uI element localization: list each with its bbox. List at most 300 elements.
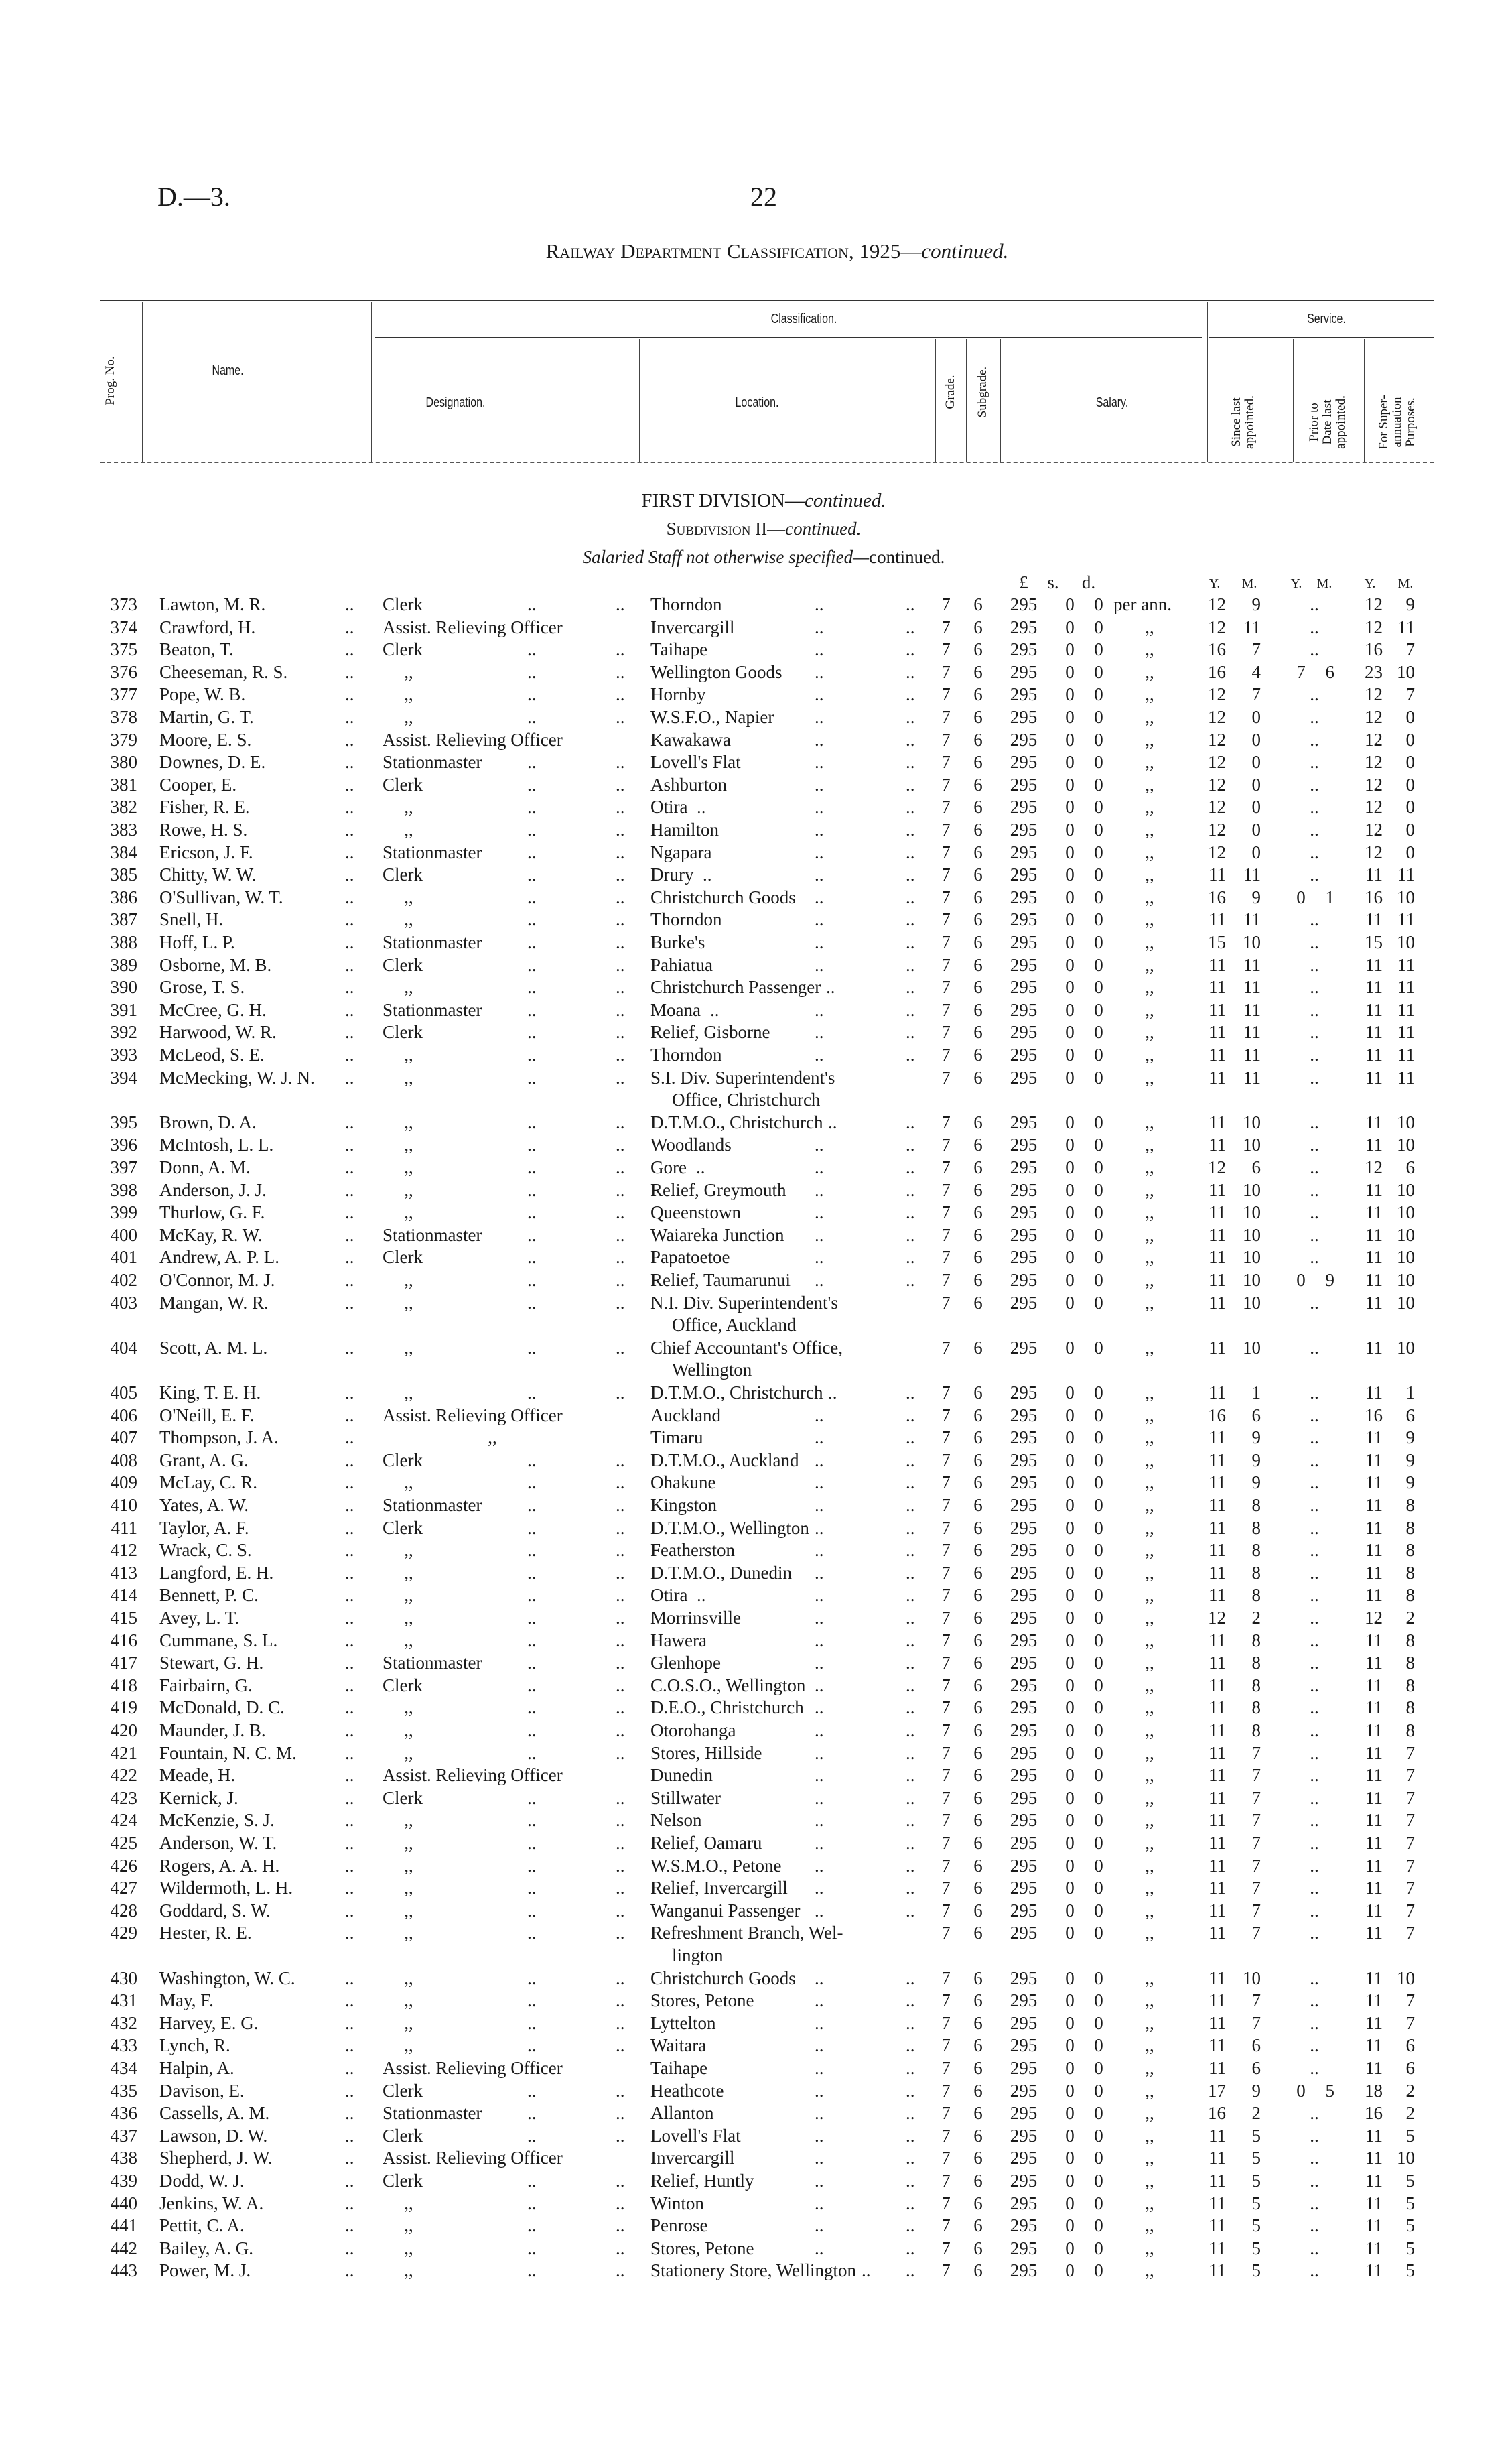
designation-ditto: ,, [404,1878,413,1898]
dot-leader: .. [906,1405,915,1425]
dot-leader: .. [345,2193,354,2213]
since-months: 6 [1251,2058,1261,2078]
designation: Clerk [383,594,423,614]
prior-service-none: .. [1310,1382,1319,1403]
dot-leader: .. [345,864,354,885]
total-months: 10 [1397,1292,1415,1313]
salary-pence: 0 [1094,1405,1103,1425]
total-years: 11 [1365,1517,1383,1538]
dot-leader: .. [616,1157,625,1177]
salary-pence: 0 [1094,661,1103,682]
total-years: 11 [1365,1022,1383,1043]
staff-name: Anderson, J. J. [159,1179,267,1200]
designation: Assist. Relieving Officer [383,729,563,750]
since-years: 11 [1209,1449,1226,1470]
dot-leader: .. [527,1382,537,1403]
dot-leader: .. [345,1292,354,1313]
grade: 7 [941,1292,951,1313]
grade: 7 [941,2193,951,2213]
dot-leader: .. [345,977,354,998]
prog-number: 374 [110,617,137,637]
grade: 7 [941,684,951,705]
total-months: 7 [1405,1990,1415,2011]
subgrade: 6 [973,1427,983,1448]
salary-shillings: 0 [1065,1608,1075,1628]
total-years: 12 [1365,797,1383,818]
dot-leader: .. [345,1540,354,1561]
grade: 7 [941,2012,951,2033]
dot-leader: .. [527,842,537,862]
location: D.T.M.O., Christchurch [650,1382,823,1403]
grade: 7 [941,2035,951,2056]
dot-leader: .. [527,2260,537,2281]
prior-service-none: .. [1310,1247,1319,1268]
salary-shillings: 0 [1065,1833,1075,1853]
dot-leader: .. [616,1202,625,1223]
staff-name: Wildermoth, L. H. [159,1878,293,1898]
dot-leader: .. [527,1653,537,1673]
total-years: 11 [1365,1067,1383,1088]
since-months: 5 [1251,2215,1261,2236]
dot-leader: .. [906,707,915,727]
staff-name: Grose, T. S. [159,977,245,998]
grade: 7 [941,1810,951,1831]
prior-service-none: .. [1310,2215,1319,2236]
dot-leader: .. [616,1292,625,1313]
dot-leader: .. [906,999,915,1020]
prior-service-none: .. [1310,1157,1319,1177]
designation: Assist. Relieving Officer [383,617,563,637]
prior-service-none: .. [1310,2125,1319,2146]
staff-name: Thurlow, G. F. [159,1202,265,1223]
prog-number: 425 [110,1833,137,1853]
staff-name: Lawton, M. R. [159,594,266,614]
salary-pounds: 295 [1010,1765,1038,1786]
since-months: 10 [1243,932,1261,952]
dot-leader: .. [906,1517,915,1538]
since-years: 11 [1209,1900,1226,1921]
designation-ditto: ,, [404,1472,413,1493]
prog-number: 438 [110,2148,137,2168]
designation-ditto: ,, [404,820,413,840]
subgrade: 6 [973,2058,983,2078]
staff-name: Power, M. J. [159,2260,251,2281]
dot-leader: .. [527,1878,537,1898]
dot-leader: .. [815,1630,824,1650]
dot-leader: .. [345,617,354,637]
grade: 7 [941,1157,951,1177]
subgrade: 6 [973,2260,983,2281]
since-years: 11 [1209,1224,1226,1245]
dot-leader: .. [906,2103,915,2124]
dot-leader: .. [815,729,824,750]
dot-leader: .. [616,639,625,660]
subgrade: 6 [973,1675,983,1695]
total-years: 11 [1365,2260,1383,2281]
total-months: 7 [1405,1855,1415,1876]
since-years: 11 [1209,1562,1226,1583]
subgrade: 6 [973,1967,983,1988]
location: Hawera [650,1630,707,1650]
location: Thorndon [650,909,722,930]
dot-leader: .. [815,1765,824,1786]
dot-leader: .. [345,707,354,727]
location: Allanton [650,2103,714,2124]
dot-leader: .. [815,1427,824,1448]
dot-leader: .. [616,1787,625,1808]
dot-leader: .. [345,1517,354,1538]
salary-shillings: 0 [1065,2260,1075,2281]
location: Relief, Invercargill [650,1878,788,1898]
dot-leader: .. [527,2238,537,2258]
total-months: 9 [1405,1449,1415,1470]
prior-service-none: .. [1310,1878,1319,1898]
prog-number: 436 [110,2103,137,2124]
since-months: 9 [1251,594,1261,614]
subgrade: 6 [973,1990,983,2011]
header-superannuation [1377,395,1418,449]
dot-leader: .. [906,842,915,862]
since-years: 11 [1209,1787,1226,1808]
salary-shillings: 0 [1065,1653,1075,1673]
since-years: 11 [1209,1517,1226,1538]
designation: Clerk [383,1787,423,1808]
salary-shillings: 0 [1065,707,1075,727]
location: Heathcote [650,2080,724,2101]
grade: 7 [941,2238,951,2258]
dot-leader: .. [616,1608,625,1628]
dot-leader: .. [815,1472,824,1493]
salary-period-ditto: ,, [1145,774,1154,795]
total-months: 9 [1405,594,1415,614]
total-years: 11 [1365,1292,1383,1313]
salary-period-ditto: ,, [1145,2012,1154,2033]
salary-pounds: 295 [1010,797,1038,818]
total-months: 0 [1405,729,1415,750]
column-divider [142,302,143,462]
prior-service-none: .. [1310,2193,1319,2213]
subgrade: 6 [973,1765,983,1786]
salary-pounds: 295 [1010,1337,1038,1358]
designation-ditto: ,, [404,2215,413,2236]
prior-service-none: .. [1310,2058,1319,2078]
prior-service-none: .. [1310,999,1319,1020]
total-months: 2 [1405,2103,1415,2124]
salary-pounds: 295 [1010,1270,1038,1290]
staff-name: McKay, R. W. [159,1224,263,1245]
prior-service-none: .. [1310,1562,1319,1583]
location: Relief, Greymouth [650,1179,786,1200]
total-years: 11 [1365,1990,1383,2011]
prior-service-none: .. [1310,1405,1319,1425]
staff-name: Fountain, N. C. M. [159,1742,297,1763]
since-years: 12 [1208,797,1226,818]
dot-leader: .. [527,707,537,727]
salary-pence: 0 [1094,2238,1103,2258]
salary-period-ditto: ,, [1145,2058,1154,2078]
dot-leader: .. [527,1472,537,1493]
salary-pence: 0 [1094,820,1103,840]
dot-leader: .. [527,887,537,907]
salary-shillings: 0 [1065,842,1075,862]
dot-leader: .. [616,977,625,998]
designation-ditto: ,, [488,1427,497,1448]
salary-period-ditto: ,, [1145,1472,1154,1493]
since-months: 8 [1251,1653,1261,1673]
subgrade: 6 [973,774,983,795]
salary-shillings: 0 [1065,2125,1075,2146]
total-months: 1 [1405,1382,1415,1403]
prior-service-none: .. [1310,1022,1319,1043]
since-years: 11 [1209,1585,1226,1606]
salary-pounds: 295 [1010,2058,1038,2078]
dot-leader: .. [815,2148,824,2168]
location: Ngapara [650,842,712,862]
grade: 7 [941,594,951,614]
since-years: 11 [1209,1742,1226,1763]
grade: 7 [941,2260,951,2281]
designation-ditto: ,, [404,1202,413,1223]
since-years: 12 [1208,820,1226,840]
prior-service-none: .. [1310,1202,1319,1223]
since-months: 5 [1251,2171,1261,2191]
prog-number: 407 [110,1427,137,1448]
staff-name: Washington, W. C. [159,1967,295,1988]
salary-pence: 0 [1094,1967,1103,1988]
subgrade: 6 [973,1112,983,1132]
designation: Stationmaster [383,1653,482,1673]
location: Thorndon [650,1045,722,1065]
grade: 7 [941,2058,951,2078]
salary-pounds: 295 [1010,1449,1038,1470]
dot-leader: .. [527,2080,537,2101]
prior-service-none: .. [1310,1990,1319,2011]
total-years: 12 [1365,617,1383,637]
prog-number: 415 [110,1608,137,1628]
since-years: 11 [1209,1270,1226,1290]
dot-leader: .. [616,954,625,975]
location: Taihape [650,2058,708,2078]
salary-pence: 0 [1094,1179,1103,1200]
grade: 7 [941,1449,951,1470]
subgrade: 6 [973,909,983,930]
designation-ditto: ,, [404,1157,413,1177]
salary-pounds: 295 [1010,977,1038,998]
designation-ditto: ,, [404,2193,413,2213]
location: D.E.O., Christchurch [650,1697,804,1718]
location: Stores, Hillside [650,1742,762,1763]
designation-ditto: ,, [404,1045,413,1065]
dot-leader: .. [527,1675,537,1695]
subgrade: 6 [973,752,983,773]
grade: 7 [941,729,951,750]
prog-number: 391 [110,999,137,1020]
staff-name: Anderson, W. T. [159,1833,277,1853]
prior-service-none: .. [1310,909,1319,930]
since-years: 11 [1209,1833,1226,1853]
staff-name: Cummane, S. L. [159,1630,278,1650]
salary-period-ditto: ,, [1145,999,1154,1020]
total-months: 7 [1405,1900,1415,1921]
prog-number: 402 [110,1270,137,1290]
total-years: 11 [1365,1382,1383,1403]
dot-leader: .. [345,1022,354,1043]
staff-name: Mangan, W. R. [159,1292,269,1313]
grade: 7 [941,1878,951,1898]
dot-leader: .. [616,2171,625,2191]
dot-leader: .. [345,1765,354,1786]
salary-pounds: 295 [1010,1517,1038,1538]
dot-leader: .. [616,2193,625,2213]
location: D.T.M.O., Wellington [650,1517,809,1538]
staff-name: Meade, H. [159,1765,236,1786]
header-prior-line: Prior to [1307,403,1321,442]
salary-shillings: 0 [1065,661,1075,682]
salary-pounds: 295 [1010,729,1038,750]
salary-shillings: 0 [1065,1045,1075,1065]
total-years: 11 [1365,2193,1383,2213]
designation: Stationmaster [383,752,482,773]
since-months: 11 [1243,1022,1261,1043]
prog-number: 421 [110,1742,137,1763]
prog-number: 442 [110,2238,137,2258]
salary-pence: 0 [1094,2012,1103,2033]
grade: 7 [941,2125,951,2146]
location-continued: Wellington [672,1360,752,1380]
salary-pounds: 295 [1010,1562,1038,1583]
dot-leader: .. [906,1562,915,1583]
dot-leader: .. [815,1855,824,1876]
designation: Clerk [383,1675,423,1695]
designation-ditto: ,, [404,1720,413,1740]
dot-leader: .. [906,1427,915,1448]
salary-period-ditto: ,, [1145,1270,1154,1290]
total-months: 7 [1405,1742,1415,1763]
salary-pence: 0 [1094,1878,1103,1898]
prior-service-none: .. [1310,707,1319,727]
total-years: 11 [1365,2215,1383,2236]
dot-leader: .. [906,1810,915,1831]
salary-pence: 0 [1094,1765,1103,1786]
prior-service-none: .. [1310,617,1319,637]
dot-leader: .. [527,1517,537,1538]
salary-shillings: 0 [1065,1878,1075,1898]
since-years: 11 [1209,1810,1226,1831]
salary-shillings: 0 [1065,820,1075,840]
total-years: 11 [1365,2058,1383,2078]
location: Invercargill [650,2148,735,2168]
dot-leader: .. [527,1900,537,1921]
prog-number: 430 [110,1967,137,1988]
salary-period-ditto: ,, [1145,1653,1154,1673]
salary-shillings: 0 [1065,1472,1075,1493]
salary-shillings: 0 [1065,1022,1075,1043]
dot-leader: .. [906,1608,915,1628]
salary-shillings: 0 [1065,954,1075,975]
subgrade: 6 [973,639,983,660]
salary-shillings: 0 [1065,1135,1075,1155]
dot-leader: .. [527,864,537,885]
prior-service-none: .. [1310,639,1319,660]
designation: Stationmaster [383,999,482,1020]
prior-service-none: .. [1310,1900,1319,1921]
salary-period-ditto: ,, [1145,2171,1154,2191]
since-years: 11 [1209,2058,1226,2078]
dot-leader: .. [616,684,625,705]
dot-leader: .. [345,1990,354,2011]
dot-leader: .. [345,2215,354,2236]
dot-leader: .. [345,1135,354,1155]
prog-number: 400 [110,1224,137,1245]
subgrade: 6 [973,684,983,705]
subgrade: 6 [973,1697,983,1718]
since-years: 11 [1209,2125,1226,2146]
location: Dunedin [650,1765,713,1786]
dot-leader: .. [815,2171,824,2191]
dot-leader: .. [906,1202,915,1223]
total-months: 11 [1397,999,1415,1020]
salary-period-ditto: ,, [1145,661,1154,682]
salary-pence: 0 [1094,1787,1103,1808]
dot-leader: .. [906,1270,915,1290]
total-months: 0 [1405,820,1415,840]
dot-leader: .. [616,1179,625,1200]
total-months: 5 [1405,2125,1415,2146]
staff-name: McLay, C. R. [159,1472,257,1493]
staff-name: Stewart, G. H. [159,1653,264,1673]
subgrade: 6 [973,932,983,952]
since-months: 7 [1251,1833,1261,1853]
location: Burke's [650,932,705,952]
prior-service-none: .. [1310,1540,1319,1561]
salary-period-ditto: ,, [1145,977,1154,998]
dot-leader: .. [345,2012,354,2033]
subgrade: 6 [973,999,983,1020]
salary-shillings: 0 [1065,1292,1075,1313]
unit-month: M. [1241,576,1257,591]
salary-pence: 0 [1094,684,1103,705]
title-continued: continued. [921,239,1009,263]
dot-leader: .. [616,1878,625,1898]
salary-period-ditto: ,, [1145,1608,1154,1628]
location: Chief Accountant's Office, [650,1337,843,1358]
prior-months: 6 [1325,661,1334,682]
since-months: 5 [1251,2238,1261,2258]
dot-leader: .. [345,594,354,614]
since-months: 2 [1251,1608,1261,1628]
since-years: 11 [1209,2193,1226,2213]
location: Otorohanga [650,1720,736,1740]
staff-name: Jenkins, W. A. [159,2193,264,2213]
dot-leader: .. [815,1202,824,1223]
dot-leader: .. [616,774,625,795]
subgrade: 6 [973,2125,983,2146]
salary-pence: 0 [1094,1247,1103,1268]
prior-service-none: .. [1310,2012,1319,2033]
salary-pence: 0 [1094,2125,1103,2146]
salary-period-ditto: ,, [1145,1405,1154,1425]
location: Stillwater [650,1787,721,1808]
salary-pounds: 295 [1010,1382,1038,1403]
subgrade: 6 [973,2215,983,2236]
salary-shillings: 0 [1065,887,1075,907]
dot-leader: .. [616,1517,625,1538]
total-months: 6 [1405,1157,1415,1177]
dot-leader: .. [616,1697,625,1718]
salary-pence: 0 [1094,1697,1103,1718]
dot-leader: .. [616,1967,625,1988]
prog-number: 383 [110,820,137,840]
